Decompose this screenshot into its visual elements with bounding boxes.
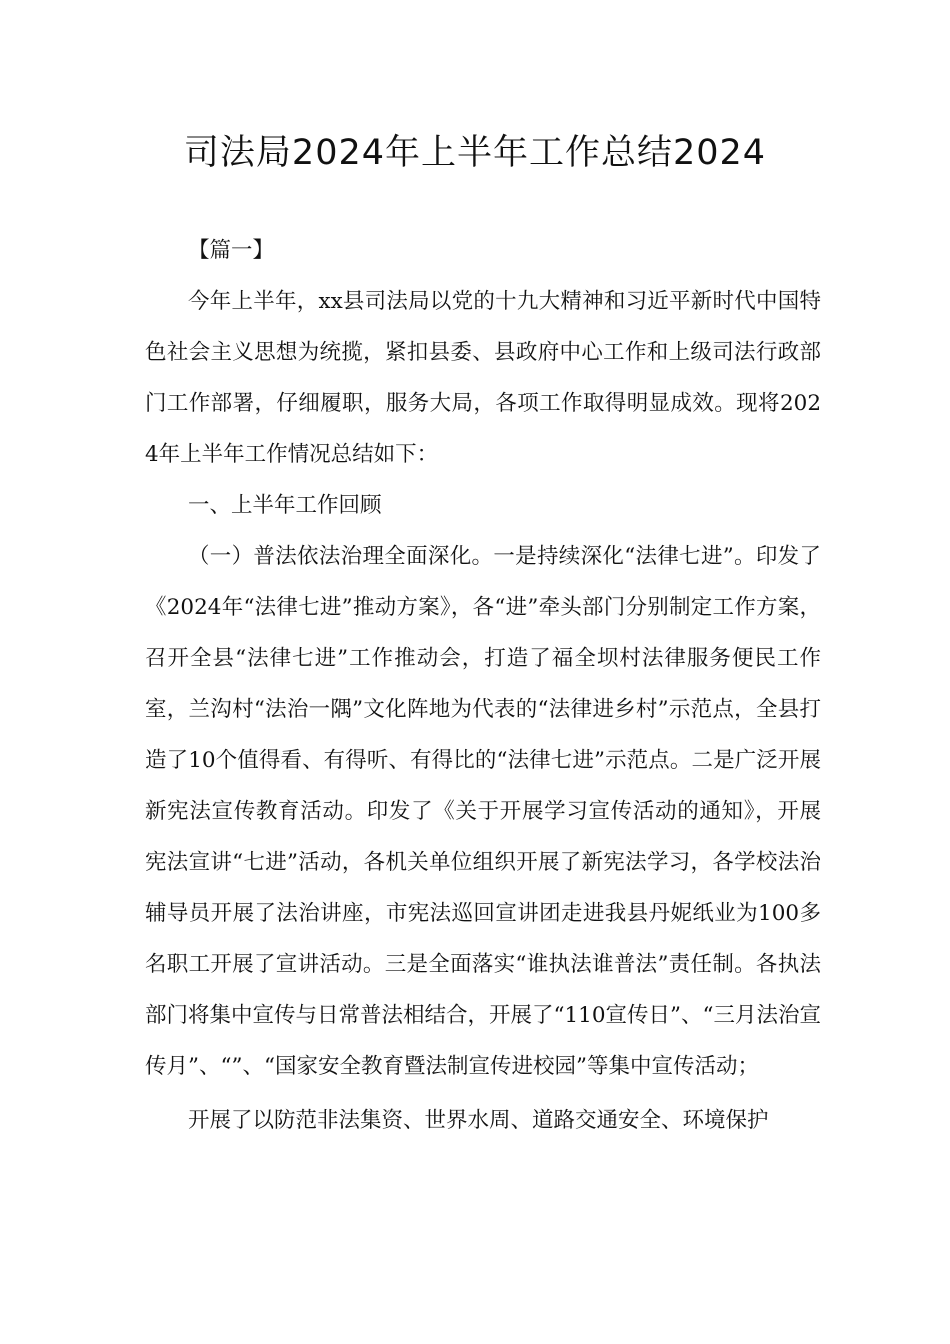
document-body [145, 225, 821, 1146]
paragraph-legal-education: （一）普法依法治理全面深化。一是持续深化“法律七进”。印发了《2024年“法律七进”推动方案》，各“进”牵头部门分别制定工作方案，召开全县“法律七进”工作推动会，打造了福全坝村法律服务便民工作室，兰沟村“法治一隅”文化阵地为代表的“法律进乡村”示范点，全县打造了10个值得看、有得听、有得比的“法律七进”示范点。二是广泛开展新宪法宣传教育活动。印发了《关于开展学习宣传活动的通知》，开展宪法宣讲“七进”活动，各机关单位组织开展了新宪法学习，各学校法治辅导员开展了法治讲座，市宪法巡回宣讲团走进我县丹妮纸业为100多名职工开展了宣讲活动。三是全面落实“谁执法谁普法”责任制。各执法部门将集中宣传与日常普法相结合，开展了“110宣传日”、“三月法治宣传月”、“”、“国家安全教育暨法制宣传进校园”等集中宣传活动； [145, 544, 822, 1079]
document-title: 司法局2024年上半年工作总结2024 [183, 133, 767, 173]
section-label: 【篇一】 [188, 238, 275, 263]
heading-review: 一、上半年工作回顾 [188, 493, 382, 518]
paragraph-intro: 今年上半年，xx县司法局以党的十九大精神和习近平新时代中国特色社会主义思想为统揽，紧扣县委、县政府中心工作和上级司法行政部门工作部署，仔细履职，服务大局，各项工作取得明显成效。现将2024年上半年工作情况总结如下： [145, 289, 821, 467]
paragraph-continued: 开展了以防范非法集资、世界水周、道路交通安全、环境保护 [188, 1108, 769, 1133]
